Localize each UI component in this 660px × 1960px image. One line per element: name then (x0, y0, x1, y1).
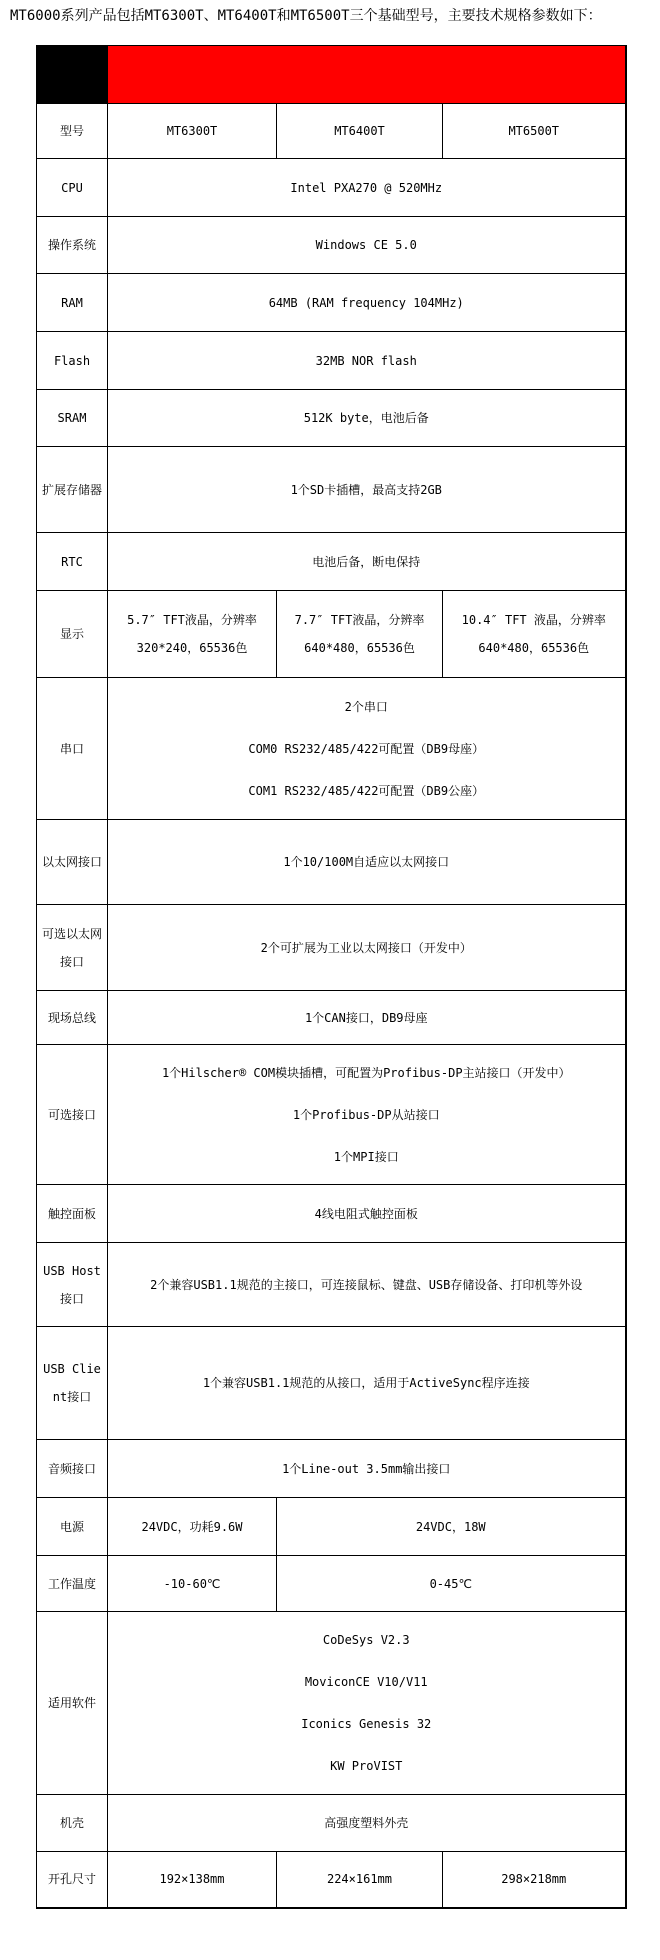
spec-line: 1个Profibus-DP从站接口 (292, 1107, 440, 1122)
spec-line: -10-60℃ (163, 1576, 221, 1591)
table-row (37, 390, 626, 447)
table-row (37, 332, 626, 390)
spec-value-cell (108, 1243, 626, 1327)
table-row (37, 1556, 626, 1612)
spec-line: 5.7″ TFT液晶，分辨率 (127, 613, 257, 627)
spec-value-cell (277, 1498, 626, 1556)
table-header-row (37, 46, 626, 104)
spec-line: COM0 RS232/485/422可配置（DB9母座） (248, 741, 485, 756)
spec-line: KW ProVIST (330, 1759, 403, 1773)
spec-line: 32MB NOR flash (315, 353, 417, 368)
table-row (37, 1440, 626, 1498)
spec-value-cell (108, 217, 626, 274)
table-row (37, 533, 626, 591)
spec-value-cell (108, 1852, 277, 1908)
spec-value-cell (108, 678, 626, 820)
spec-line: 1个Hilscher® COM模块插槽，可配置为Profibus-DP主站接口（开发中） (161, 1065, 571, 1080)
spec-line: MoviconCE V10/V11 (304, 1675, 428, 1689)
spec-table (36, 45, 627, 1909)
spec-value-cell (108, 1556, 277, 1612)
table-row (37, 1185, 626, 1243)
spec-line: MT6400T (334, 124, 385, 138)
table-row (37, 104, 626, 159)
table-row (37, 274, 626, 332)
spec-line: 64MB (RAM frequency 104MHz) (268, 295, 464, 310)
row-label: 可选接口 (37, 1045, 108, 1185)
header-black-cell (37, 46, 108, 104)
row-label: SRAM (37, 390, 108, 447)
spec-value-cell (108, 905, 626, 991)
row-label: USB Host接口 (37, 1243, 108, 1327)
spec-line: 电池后备，断电保持 (312, 554, 421, 569)
table-row (37, 1243, 626, 1327)
spec-value-cell (108, 1045, 626, 1185)
table-row (37, 1045, 626, 1185)
row-label: 可选以太网接口 (37, 905, 108, 991)
spec-value-cell (443, 1852, 626, 1908)
row-label: RTC (37, 533, 108, 591)
spec-value-cell (108, 991, 626, 1045)
row-label: 音频接口 (37, 1440, 108, 1498)
row-label: Flash (37, 332, 108, 390)
table-row (37, 991, 626, 1045)
spec-line: Iconics Genesis 32 (301, 1717, 432, 1731)
spec-line: 1个Line-out 3.5mm输出接口 (282, 1461, 451, 1476)
row-label: 工作温度 (37, 1556, 108, 1612)
spec-value-cell (108, 1327, 626, 1440)
table-row (37, 678, 626, 820)
spec-value-cell (108, 1185, 626, 1243)
spec-line: 1个SD卡插槽，最高支持2GB (290, 482, 442, 497)
spec-value-cell (108, 447, 626, 533)
spec-line: 512K byte，电池后备 (303, 411, 429, 425)
table-row (37, 159, 626, 217)
spec-value-cell (443, 104, 626, 159)
spec-value-cell (277, 104, 443, 159)
spec-line: 320*240，65536色 (136, 641, 248, 655)
spec-line: 7.7″ TFT液晶，分辨率 (294, 613, 425, 627)
spec-value-cell (108, 104, 277, 159)
table-row (37, 591, 626, 678)
spec-value-cell (108, 1440, 626, 1498)
spec-value-cell (108, 820, 626, 905)
table-row (37, 905, 626, 991)
spec-line: 640*480，65536色 (304, 641, 415, 655)
spec-value-cell (108, 159, 626, 217)
row-label: 开孔尺寸 (37, 1852, 108, 1908)
spec-value-cell (108, 591, 277, 678)
spec-line: 2个串口 (344, 699, 388, 714)
row-label: 现场总线 (37, 991, 108, 1045)
spec-line: 640*480，65536色 (478, 641, 590, 655)
spec-value-cell (108, 390, 626, 447)
row-label: 适用软件 (37, 1612, 108, 1795)
spec-value-cell (108, 274, 626, 332)
spec-line: 2个兼容USB1.1规范的主接口，可连接鼠标、键盘、USB存储设备、打印机等外设 (150, 1277, 583, 1292)
row-label: 型号 (37, 104, 108, 159)
table-row (37, 1612, 626, 1795)
spec-line: MT6500T (508, 124, 560, 138)
row-label: RAM (37, 274, 108, 332)
row-label: USB Client接口 (37, 1327, 108, 1440)
spec-value-cell (277, 591, 443, 678)
intro-text: MT6000系列产品包括MT6300T、MT6400T和MT6500T三个基础型号，主要技术规格参数如下： (10, 8, 602, 24)
spec-line: CoDeSys V2.3 (322, 1633, 410, 1647)
row-label: 显示 (37, 591, 108, 678)
spec-line: Windows CE 5.0 (315, 238, 417, 252)
spec-line: MT6300T (166, 124, 218, 138)
row-label: 操作系统 (37, 217, 108, 274)
spec-line: 10.4″ TFT 液晶，分辨率 (461, 613, 606, 627)
spec-value-cell (108, 332, 626, 390)
row-label: CPU (37, 159, 108, 217)
spec-value-cell (443, 591, 626, 678)
spec-line: 24VDC，18W (415, 1519, 486, 1534)
row-label: 触控面板 (37, 1185, 108, 1243)
spec-value-cell (108, 1498, 277, 1556)
spec-line: 1个兼容USB1.1规范的从接口，适用于ActiveSync程序连接 (202, 1376, 530, 1390)
header-red-banner (108, 46, 626, 104)
spec-value-cell (108, 1612, 626, 1795)
spec-line: 192×138mm (159, 1872, 225, 1887)
table-row (37, 1498, 626, 1556)
spec-value-cell (108, 1795, 626, 1852)
table-row (37, 820, 626, 905)
row-label: 电源 (37, 1498, 108, 1556)
row-label: 串口 (37, 678, 108, 820)
table-row (37, 1795, 626, 1852)
spec-line: 2个可扩展为工业以太网接口（开发中） (260, 940, 472, 955)
spec-line: 高强度塑料外壳 (324, 1816, 409, 1830)
spec-line: 224×161mm (326, 1872, 393, 1887)
spec-line: 4线电阻式触控面板 (314, 1206, 418, 1221)
spec-line: Intel PXA270 @ 520MHz (290, 180, 443, 195)
row-label: 以太网接口 (37, 820, 108, 905)
spec-line: 298×218mm (501, 1872, 567, 1887)
spec-line: 0-45℃ (429, 1576, 472, 1591)
spec-value-cell (108, 533, 626, 591)
spec-line: 1个10/100M自适应以太网接口 (283, 855, 450, 869)
row-label: 扩展存储器 (37, 447, 108, 533)
spec-value-cell (277, 1852, 443, 1908)
spec-value-cell (277, 1556, 626, 1612)
table-row (37, 1327, 626, 1440)
table-row (37, 447, 626, 533)
spec-line: 24VDC，功耗9.6W (141, 1519, 243, 1534)
spec-line: 1个CAN接口，DB9母座 (304, 1010, 428, 1025)
table-row (37, 217, 626, 274)
spec-line: COM1 RS232/485/422可配置（DB9公座） (248, 783, 485, 798)
table-row (37, 1852, 626, 1908)
row-label: 机壳 (37, 1795, 108, 1852)
spec-line: 1个MPI接口 (333, 1149, 399, 1164)
